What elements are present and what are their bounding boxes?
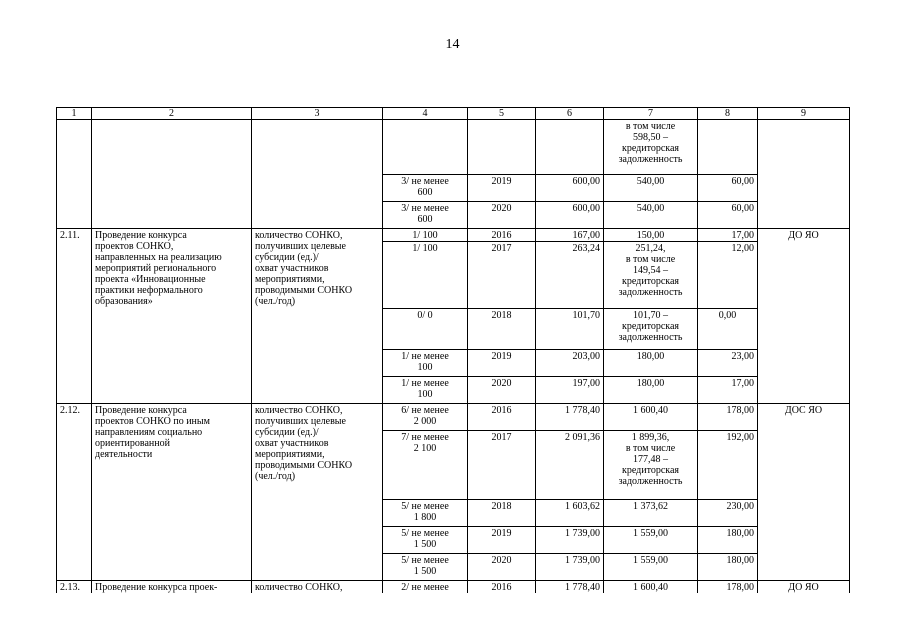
- other-cell: [698, 120, 758, 175]
- item-number-cell: 2.12.: [57, 404, 92, 581]
- other-cell: 178,00: [698, 581, 758, 594]
- other-cell: 23,00: [698, 350, 758, 377]
- budget-cell: 1 600,40: [604, 581, 698, 594]
- item-number-cell: 2.13.: [57, 581, 92, 594]
- other-cell: 12,00: [698, 242, 758, 309]
- year-cell: 2016: [468, 581, 536, 594]
- budget-cell: 150,00: [604, 229, 698, 242]
- table-row: [57, 404, 850, 431]
- indicator-cell: количество СОНКО, получивших целевые субсидии (ед.)/ охват участников мероприятиями, проводимыми СОНКО (чел./год): [252, 229, 383, 404]
- target-cell: 1/ 100: [383, 242, 468, 309]
- total-cell: 101,70: [536, 309, 604, 350]
- year-cell: 2017: [468, 431, 536, 500]
- indicator-cell: количество СОНКО, получивших целевые субсидии (ед.)/ охват участников мероприятиями, проводимыми СОНКО (чел./год): [252, 404, 383, 581]
- total-cell: 263,24: [536, 242, 604, 309]
- budget-cell: 101,70 – кредиторская задолженность: [604, 309, 698, 350]
- other-cell: 0,00: [698, 309, 758, 350]
- executor-cell: ДО ЯО: [758, 229, 850, 404]
- item-name-cell: Проведение конкурса проектов СОНКО, направленных на реализацию мероприятий регионального проекта «Инновационные практики неформального образования»: [92, 229, 252, 404]
- budget-cell: 180,00: [604, 377, 698, 404]
- target-cell: 2/ не менее: [383, 581, 468, 594]
- header-row: [57, 108, 850, 120]
- item-name-cell: Проведение конкурса проектов СОНКО по иным направлениям социально ориентированной деятельности: [92, 404, 252, 581]
- header-cell: 1: [57, 108, 92, 120]
- total-cell: 1 778,40: [536, 404, 604, 431]
- year-cell: 2019: [468, 527, 536, 554]
- budget-cell: 540,00: [604, 202, 698, 229]
- year-cell: 2019: [468, 175, 536, 202]
- year-cell: 2016: [468, 404, 536, 431]
- target-cell: 6/ не менее 2 000: [383, 404, 468, 431]
- other-cell: 60,00: [698, 175, 758, 202]
- target-cell: 1/ не менее 100: [383, 377, 468, 404]
- item-number-cell: [57, 120, 92, 229]
- header-cell: 6: [536, 108, 604, 120]
- total-cell: 1 739,00: [536, 527, 604, 554]
- total-cell: [536, 120, 604, 175]
- item-name-cell: Проведение конкурса проек-: [92, 581, 252, 594]
- total-cell: 197,00: [536, 377, 604, 404]
- header-cell: 3: [252, 108, 383, 120]
- header-cell: 8: [698, 108, 758, 120]
- total-cell: 1 778,40: [536, 581, 604, 594]
- target-cell: 5/ не менее 1 500: [383, 527, 468, 554]
- target-cell: 3/ не менее 600: [383, 202, 468, 229]
- target-cell: 7/ не менее 2 100: [383, 431, 468, 500]
- target-cell: 5/ не менее 1 500: [383, 554, 468, 581]
- executor-cell: [758, 120, 850, 229]
- table-row: [57, 581, 850, 594]
- indicator-cell: [252, 120, 383, 229]
- executor-cell: ДО ЯО: [758, 581, 850, 594]
- total-cell: 2 091,36: [536, 431, 604, 500]
- header-cell: 7: [604, 108, 698, 120]
- budget-cell: 1 373,62: [604, 500, 698, 527]
- budget-cell: в том числе 598,50 – кредиторская задолженность: [604, 120, 698, 175]
- budget-cell: 180,00: [604, 350, 698, 377]
- table-row: [57, 229, 850, 242]
- budget-cell: 1 600,40: [604, 404, 698, 431]
- year-cell: 2019: [468, 350, 536, 377]
- other-cell: 17,00: [698, 377, 758, 404]
- year-cell: [468, 120, 536, 175]
- item-name-cell: [92, 120, 252, 229]
- other-cell: 230,00: [698, 500, 758, 527]
- budget-cell: 251,24, в том числе 149,54 – кредиторская задолженность: [604, 242, 698, 309]
- budget-cell: 1 559,00: [604, 554, 698, 581]
- total-cell: 167,00: [536, 229, 604, 242]
- table-row: [57, 120, 850, 175]
- total-cell: 1 739,00: [536, 554, 604, 581]
- target-cell: 1/ 100: [383, 229, 468, 242]
- header-cell: 2: [92, 108, 252, 120]
- budget-cell: 540,00: [604, 175, 698, 202]
- page-number: 14: [445, 37, 460, 52]
- other-cell: 178,00: [698, 404, 758, 431]
- total-cell: 1 603,62: [536, 500, 604, 527]
- year-cell: 2020: [468, 377, 536, 404]
- year-cell: 2020: [468, 554, 536, 581]
- header-cell: 4: [383, 108, 468, 120]
- program-table: [56, 107, 850, 593]
- year-cell: 2018: [468, 309, 536, 350]
- total-cell: 600,00: [536, 202, 604, 229]
- total-cell: 600,00: [536, 175, 604, 202]
- target-cell: 3/ не менее 600: [383, 175, 468, 202]
- target-cell: 1/ не менее 100: [383, 350, 468, 377]
- other-cell: 180,00: [698, 554, 758, 581]
- year-cell: 2020: [468, 202, 536, 229]
- budget-cell: 1 559,00: [604, 527, 698, 554]
- target-cell: 5/ не менее 1 800: [383, 500, 468, 527]
- indicator-cell: количество СОНКО,: [252, 581, 383, 594]
- total-cell: 203,00: [536, 350, 604, 377]
- year-cell: 2017: [468, 242, 536, 309]
- item-number-cell: 2.11.: [57, 229, 92, 404]
- other-cell: 192,00: [698, 431, 758, 500]
- other-cell: 17,00: [698, 229, 758, 242]
- year-cell: 2016: [468, 229, 536, 242]
- budget-cell: 1 899,36, в том числе 177,48 – кредиторская задолженность: [604, 431, 698, 500]
- target-cell: 0/ 0: [383, 309, 468, 350]
- other-cell: 60,00: [698, 202, 758, 229]
- year-cell: 2018: [468, 500, 536, 527]
- executor-cell: ДОС ЯО: [758, 404, 850, 581]
- other-cell: 180,00: [698, 527, 758, 554]
- target-cell: [383, 120, 468, 175]
- header-cell: 5: [468, 108, 536, 120]
- header-cell: 9: [758, 108, 850, 120]
